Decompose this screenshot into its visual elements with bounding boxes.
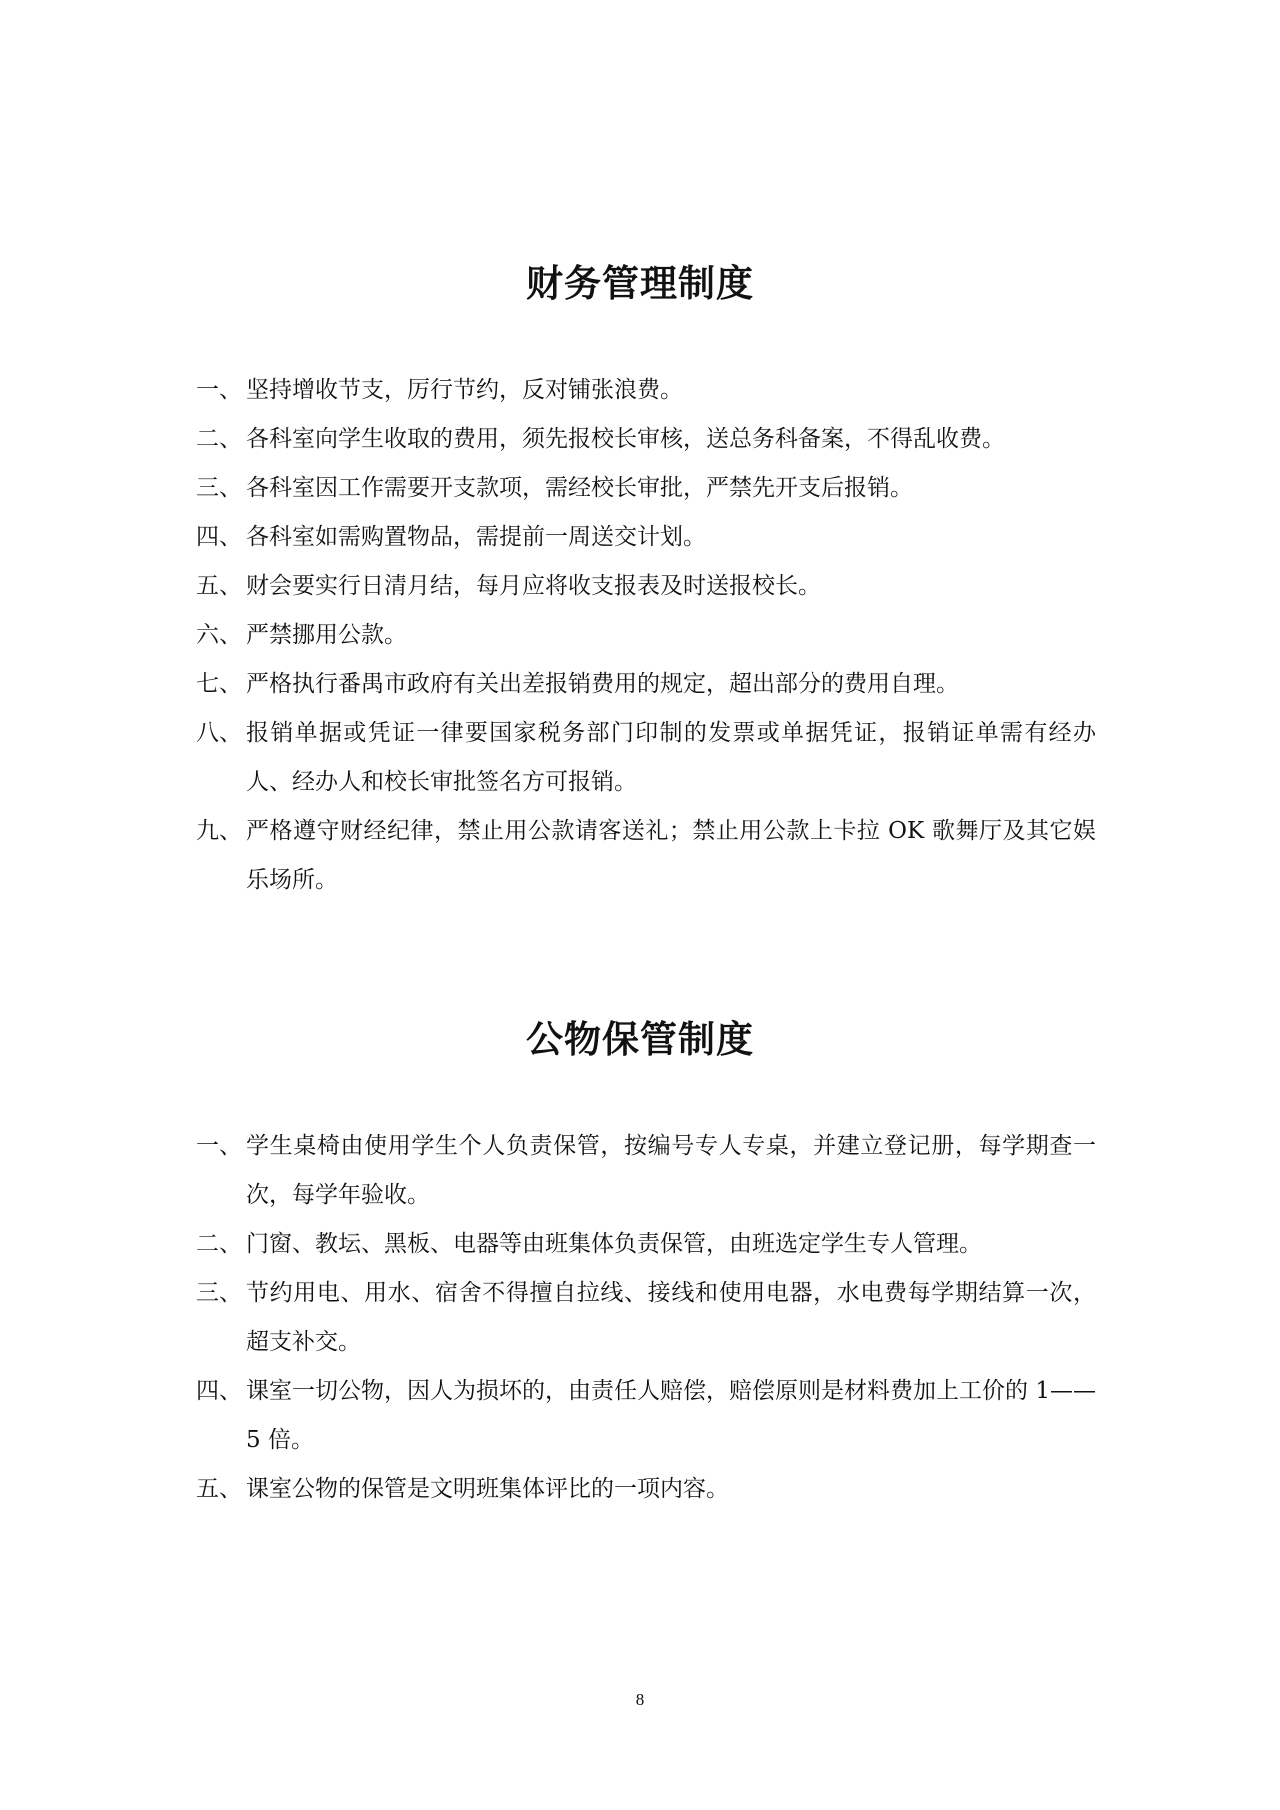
rule-number: 八、 (196, 720, 242, 746)
rule-number: 一、 (196, 377, 242, 403)
rule-list-finance (196, 366, 1096, 905)
rule-number: 七、 (196, 671, 242, 697)
rule-text: 各科室向学生收取的费用，须先报校长审核，送总务科备案，不得乱收费。 (246, 426, 1005, 452)
rule-number: 二、 (196, 1231, 242, 1257)
rule-item (196, 513, 1096, 562)
rule-text: 节约用电、用水、宿舍不得擅自拉线、接线和使用电器，水电费每学期结算一次，超支补交。 (246, 1280, 1096, 1355)
rule-number: 三、 (196, 475, 242, 501)
rule-item (196, 611, 1096, 660)
rule-text: 坚持增收节支，厉行节约，反对铺张浪费。 (246, 377, 683, 403)
rule-text: 学生桌椅由使用学生个人负责保管，按编号专人专桌，并建立登记册，每学期查一次，每学年验收。 (246, 1133, 1096, 1208)
rule-text: 报销单据或凭证一律要国家税务部门印制的发票或单据凭证，报销证单需有经办人、经办人和校长审批签名方可报销。 (246, 720, 1096, 795)
rule-number: 四、 (196, 524, 242, 550)
rule-text: 课室公物的保管是文明班集体评比的一项内容。 (246, 1476, 729, 1502)
rule-item (196, 415, 1096, 464)
rule-text: 门窗、教坛、黑板、电器等由班集体负责保管，由班选定学生专人管理。 (246, 1231, 982, 1257)
rule-text: 严格遵守财经纪律，禁止用公款请客送礼；禁止用公款上卡拉 OK 歌舞厅及其它娱乐场所。 (246, 818, 1096, 893)
rule-item (196, 660, 1096, 709)
rule-number: 五、 (196, 573, 242, 599)
rule-text: 各科室如需购置物品，需提前一周送交计划。 (246, 524, 706, 550)
page-number: 8 (635, 1690, 645, 1709)
rule-number: 六、 (196, 622, 242, 648)
section-title-finance: 财务管理制度 (526, 262, 754, 305)
rule-item (196, 807, 1096, 905)
rule-text: 财会要实行日清月结，每月应将收支报表及时送报校长。 (246, 573, 821, 599)
rule-text: 课室一切公物，因人为损坏的，由责任人赔偿，赔偿原则是材料费加上工价的 1——5 倍。 (246, 1378, 1096, 1453)
section-title-property: 公物保管制度 (526, 1018, 754, 1061)
rule-text: 严格执行番禺市政府有关出差报销费用的规定，超出部分的费用自理。 (246, 671, 959, 697)
rule-text: 严禁挪用公款。 (246, 622, 407, 648)
rule-item (196, 1465, 1096, 1514)
rule-item (196, 366, 1096, 415)
rule-number: 三、 (196, 1280, 242, 1306)
rule-number: 九、 (196, 818, 242, 844)
rule-number: 四、 (196, 1378, 242, 1404)
rule-text: 各科室因工作需要开支款项，需经校长审批，严禁先开支后报销。 (246, 475, 913, 501)
rule-item (196, 709, 1096, 807)
rule-item (196, 1367, 1096, 1465)
rule-item (196, 562, 1096, 611)
rule-item (196, 1122, 1096, 1220)
rule-item (196, 1269, 1096, 1367)
rule-list-property (196, 1122, 1096, 1514)
rule-number: 一、 (196, 1133, 242, 1159)
rule-item (196, 464, 1096, 513)
rule-item (196, 1220, 1096, 1269)
rule-number: 二、 (196, 426, 242, 452)
rule-number: 五、 (196, 1476, 242, 1502)
